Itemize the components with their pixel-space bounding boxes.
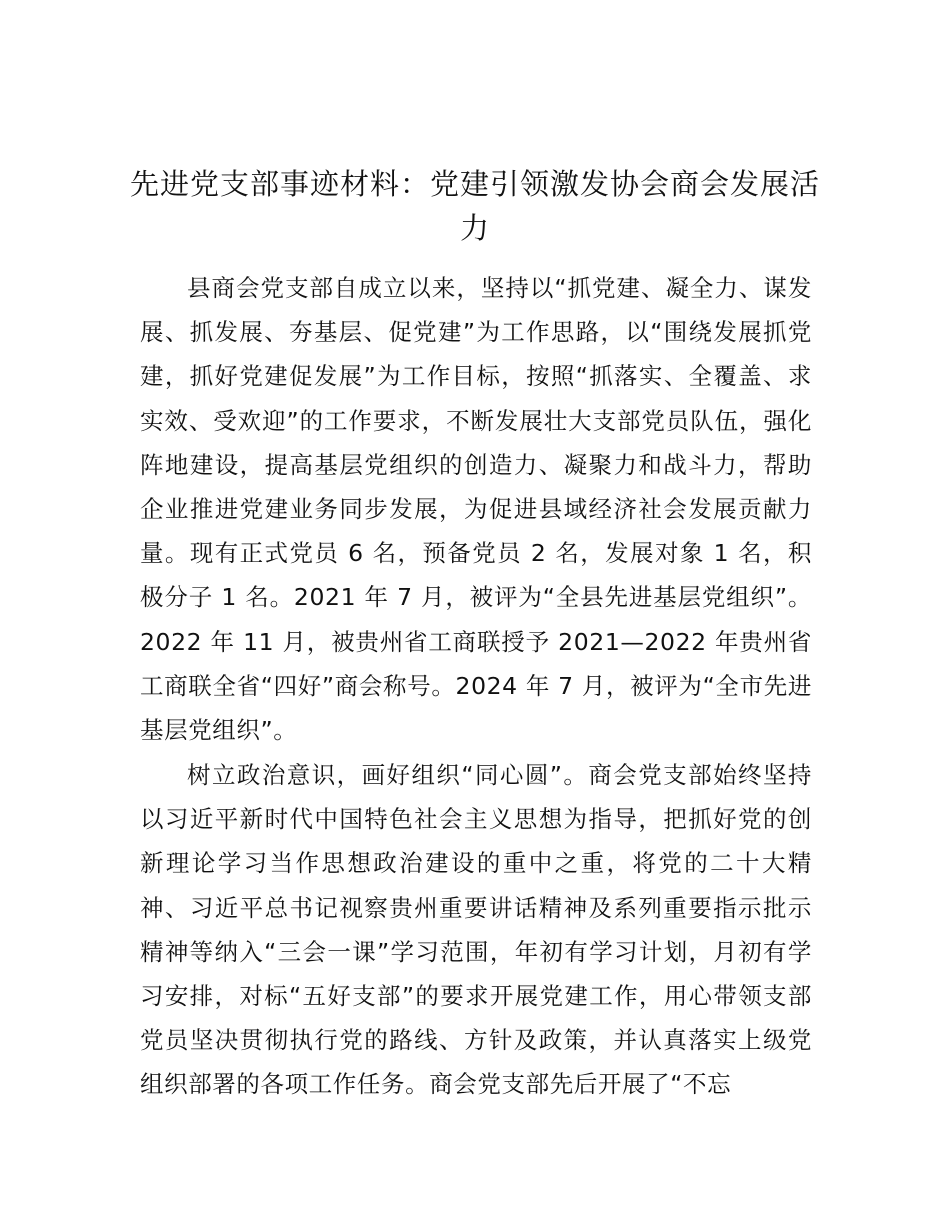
document-title: 先进党支部事迹材料：党建引领激发协会商会发展活力	[129, 167, 820, 245]
paragraph-intro: 县商会党支部自成立以来，坚持以“抓党建、凝全力、谋发展、抓发展、夯基层、促党建”为工作思路，以“围绕发展抓党建，抓好党建促发展”为工作目标，按照“抓落实、全覆盖、求实效、受欢迎”的工作要求，不断发展壮大支部党员队伍，强化阵地建设，提高基层党组织的创造力、凝聚力和战斗力，帮助企业推进党建业务同步发展，为促进县域经济社会发展贡献力量。现有正式党员 6 名，预备党员 2 名，发展对象 1 名，积极分子 1 名。2021 年 7 月，被评为“全县先进基层党组织”。2022 年 11 月，被贵州省工商联授予 2021—2022 年贵州省工商联全省“四好”商会称号。2024 年 7 月，被评为“全市先进基层党组织”。	[140, 274, 812, 745]
paragraph-political-awareness: 树立政治意识，画好组织“同心圆”。商会党支部始终坚持以习近平新时代中国特色社会主义思想为指导，把抓好党的创新理论学习当作思想政治建设的重中之重，将党的二十大精神、习近平总书记视察贵州重要讲话精神及系列重要指示批示精神等纳入“三会一课”学习范围，年初有学习计划，月初有学习安排，对标“五好支部”的要求开展党建工作，用心带领支部党员坚决贯彻执行党的路线、方针及政策，并认真落实上级党组织部署的各项工作任务。商会党支部先后开展了“不忘	[140, 761, 812, 1099]
